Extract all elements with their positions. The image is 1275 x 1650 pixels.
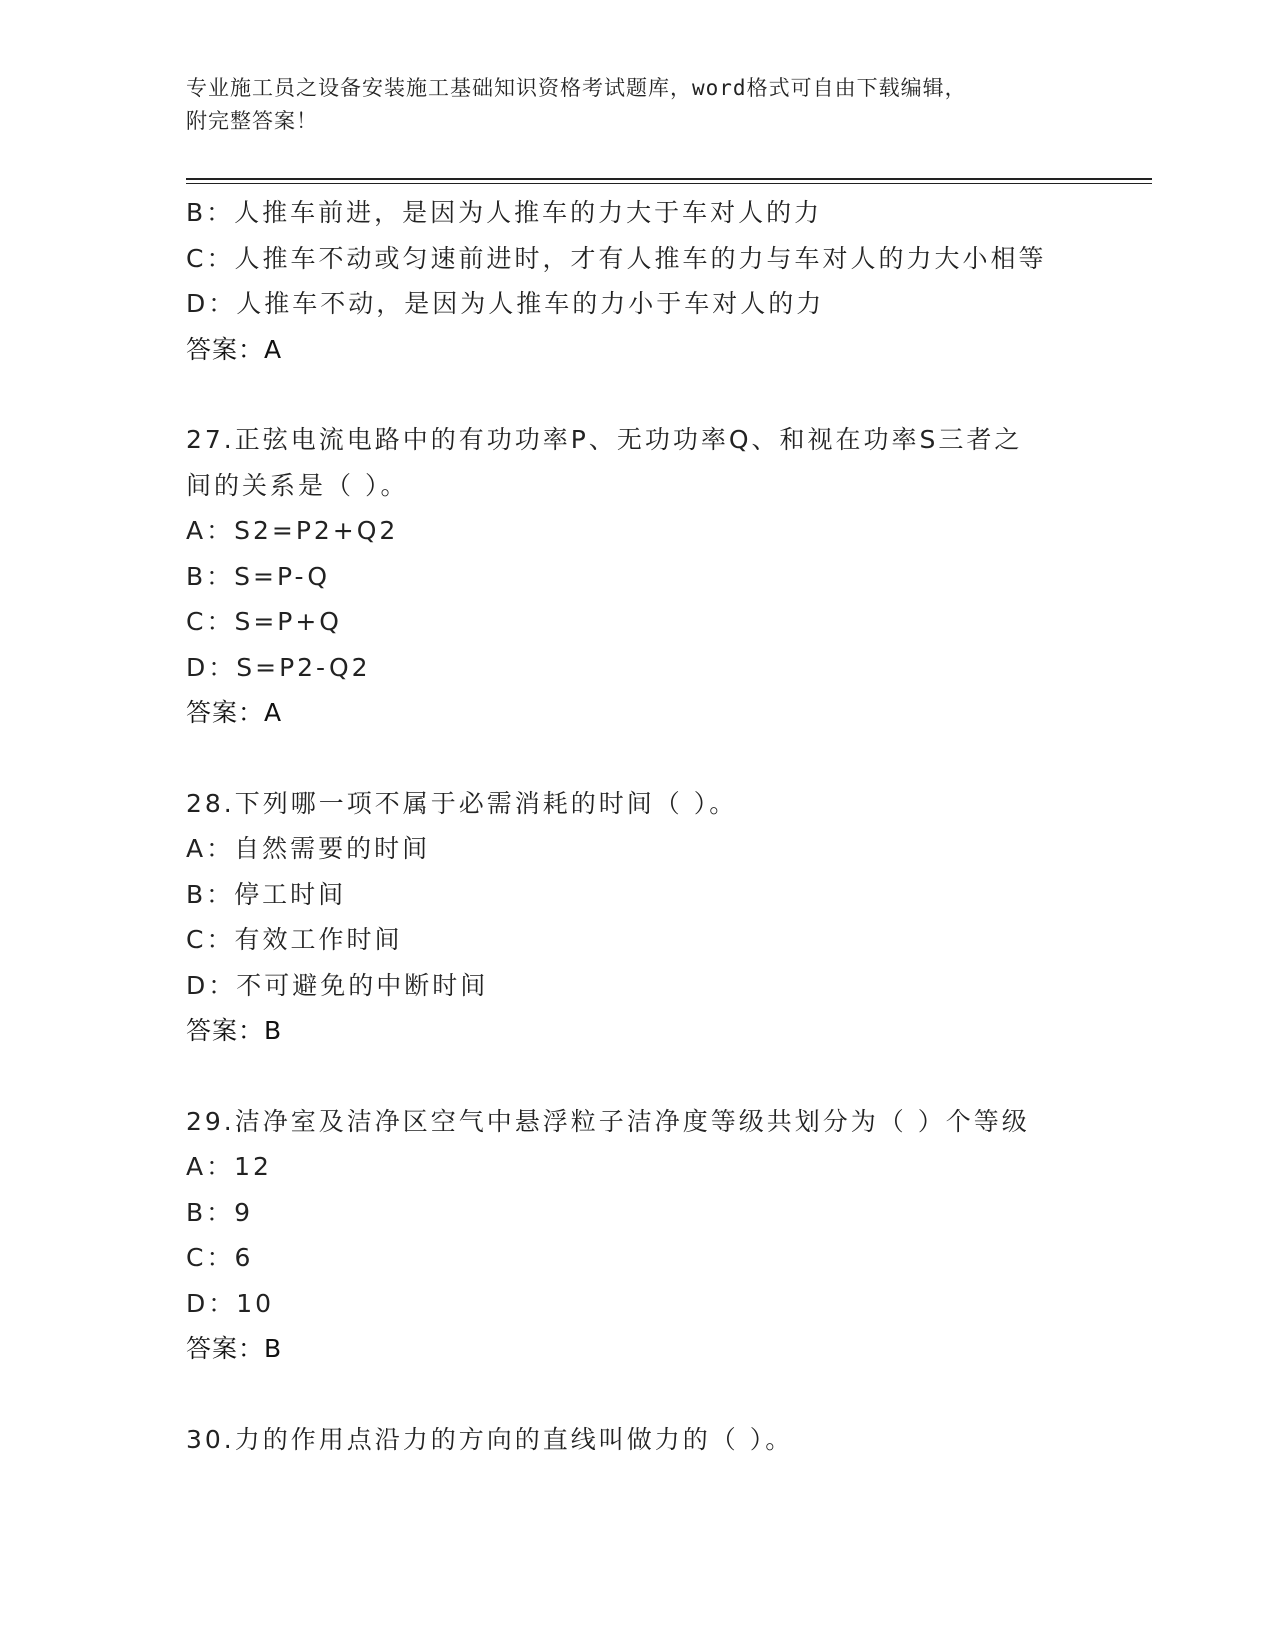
- option-c: C：S=P+Q: [186, 607, 342, 636]
- option-d: D：人推车不动，是因为人推车的力小于车对人的力: [186, 289, 825, 318]
- option-d: D：不可避免的中断时间: [186, 970, 489, 1000]
- option-b: B：S=P-Q: [186, 561, 331, 591]
- option-d: D：10: [186, 1288, 275, 1318]
- answer: 答案：B: [186, 1334, 283, 1363]
- option-a: A：12: [186, 1152, 272, 1181]
- header-line-2: 附完整答案！: [186, 109, 318, 133]
- option-d: D：S=P2-Q2: [186, 652, 371, 682]
- header-divider-thick: [186, 178, 1152, 180]
- document-header: [186, 72, 1066, 138]
- question-stem: 间的关系是（ ）。: [186, 470, 409, 500]
- option-c: C：人推车不动或匀速前进时，才有人推车的力与车对人的力大小相等: [186, 243, 1047, 273]
- answer: 答案：B: [186, 1016, 283, 1045]
- answer: 答案：A: [186, 698, 283, 727]
- option-b: B：停工时间: [186, 879, 347, 909]
- header-divider-thin: [186, 183, 1152, 184]
- question-stem: 27.正弦电流电路中的有功功率P、无功功率Q、和视在功率S三者之: [186, 425, 1023, 454]
- header-line-1: 专业施工员之设备安装施工基础知识资格考试题库，word格式可自由下载编辑，: [186, 76, 967, 100]
- question-stem: 30.力的作用点沿力的方向的直线叫做力的（ ）。: [186, 1424, 794, 1454]
- question-29: [186, 1099, 1086, 1372]
- option-a: A：S2=P2+Q2: [186, 516, 399, 545]
- question-28: [186, 781, 1086, 1054]
- question-30: [186, 1417, 1086, 1463]
- question-stem: 29.洁净室及洁净区空气中悬浮粒子洁净度等级共划分为（ ）个等级: [186, 1106, 1030, 1136]
- option-b: B：人推车前进，是因为人推车的力大于车对人的力: [186, 198, 823, 227]
- option-b: B：9: [186, 1197, 254, 1227]
- option-c: C：6: [186, 1243, 254, 1272]
- option-c: C：有效工作时间: [186, 925, 403, 954]
- question-27: [186, 417, 1086, 736]
- question-stem: 28.下列哪一项不属于必需消耗的时间（ ）。: [186, 788, 738, 818]
- question-list: [186, 190, 1086, 1462]
- option-a: A：自然需要的时间: [186, 834, 431, 863]
- answer: 答案：A: [186, 334, 283, 364]
- question-26-continued: [186, 190, 1086, 372]
